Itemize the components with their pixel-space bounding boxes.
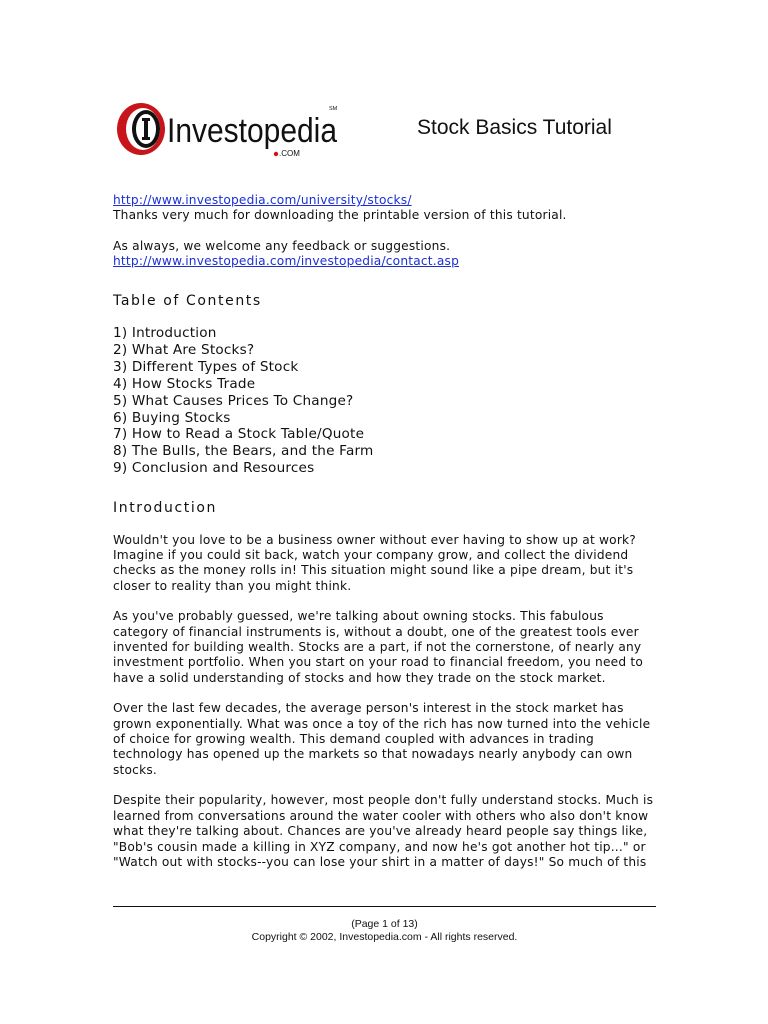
paragraph (113, 609, 673, 686)
paragraph-line: Wouldn't you love to be a business owner without ever having to show up at work? (113, 532, 636, 547)
investopedia-logo (113, 96, 343, 162)
copyright-text: Copyright © 2002, Investopedia.com - All rights reserved. (251, 931, 518, 943)
paragraph-line: have a solid understanding of stocks and how they trade on the stock market. (113, 670, 606, 685)
toc-item: 4) How Stocks Trade (113, 375, 256, 392)
university-stocks-link[interactable]: http://www.investopedia.com/university/stocks/ (113, 193, 412, 207)
feedback-text: As always, we welcome any feedback or suggestions. (113, 238, 451, 253)
paragraph-line: invented for building wealth. Stocks are a part, if not the cornerstone, of nearly any (113, 640, 642, 655)
document-body (113, 193, 673, 885)
svg-text:Investopedia: Investopedia (167, 112, 338, 150)
paragraph-line: closer to reality than you might think. (113, 578, 352, 593)
paragraph-line: Imagine if you could sit back, watch your company grow, and collect the dividend (113, 548, 629, 562)
paragraph (113, 793, 673, 870)
paragraph-line: As you've probably guessed, we're talking about owning stocks. This fabulous (113, 609, 604, 624)
toc-item: 5) What Causes Prices To Change? (113, 392, 354, 409)
paragraph-line: "Watch out with stocks--you can lose your shirt in a matter of days!" So much of this (113, 854, 647, 869)
paragraph-line: checks as the money rolls in! This situation might sound like a pipe dream, but it's (113, 563, 634, 578)
toc-item: 9) Conclusion and Resources (113, 460, 315, 477)
page-footer (113, 918, 656, 944)
document-header (113, 96, 658, 166)
page-number: (Page 1 of 13) (351, 918, 418, 930)
paragraph-line: investment portfolio. When you start on your road to financial freedom, you need to (113, 655, 643, 670)
investopedia-logo-icon (113, 96, 343, 162)
toc-item: 8) The Bulls, the Bears, and the Farm (113, 443, 374, 460)
toc-heading: Table of Contents (113, 292, 262, 309)
paragraph-line: "Bob's cousin made a killing in XYZ company, and now he's got another hot tip..." or (113, 839, 646, 854)
paragraph-line: technology has opened up the markets so that nowadays nearly anybody can own (113, 747, 633, 762)
paragraph-line: Over the last few decades, the average person's interest in the stock market has (113, 701, 624, 716)
svg-text:SM: SM (329, 106, 338, 112)
paragraph-line: category of financial instruments is, without a doubt, one of the greatest tools ever (113, 624, 639, 639)
table-of-contents (113, 325, 673, 477)
thanks-text: Thanks very much for downloading the printable version of this tutorial. (113, 208, 567, 223)
paragraph-line: of choice for growing wealth. This demand coupled with advances in trading (113, 732, 594, 747)
toc-item: 2) What Are Stocks? (113, 341, 255, 358)
footer-divider (113, 906, 656, 907)
toc-item: 7) How to Read a Stock Table/Quote (113, 426, 365, 443)
paragraph-line: Despite their popularity, however, most people don't fully understand stocks. Much is (113, 793, 654, 808)
paragraph-line: stocks. (113, 762, 157, 777)
toc-item: 6) Buying Stocks (113, 409, 231, 426)
svg-text:.COM: .COM (279, 149, 300, 158)
introduction-heading: Introduction (113, 500, 217, 517)
toc-item: 3) Different Types of Stock (113, 358, 299, 375)
paragraph (113, 533, 673, 595)
paragraph (113, 701, 673, 778)
toc-item: 1) Introduction (113, 325, 217, 342)
paragraph-line: what they're talking about. Chances are you've already heard people say things like, (113, 824, 648, 839)
paragraph-line: learned from conversations around the water cooler with others who also don't know (113, 808, 649, 823)
contact-link[interactable]: http://www.investopedia.com/investopedia/contact.asp (113, 254, 460, 269)
document-title: Stock Basics Tutorial (417, 116, 612, 139)
paragraph-line: grown exponentially. What was once a toy of the rich has now turned into the vehicle (113, 716, 651, 731)
